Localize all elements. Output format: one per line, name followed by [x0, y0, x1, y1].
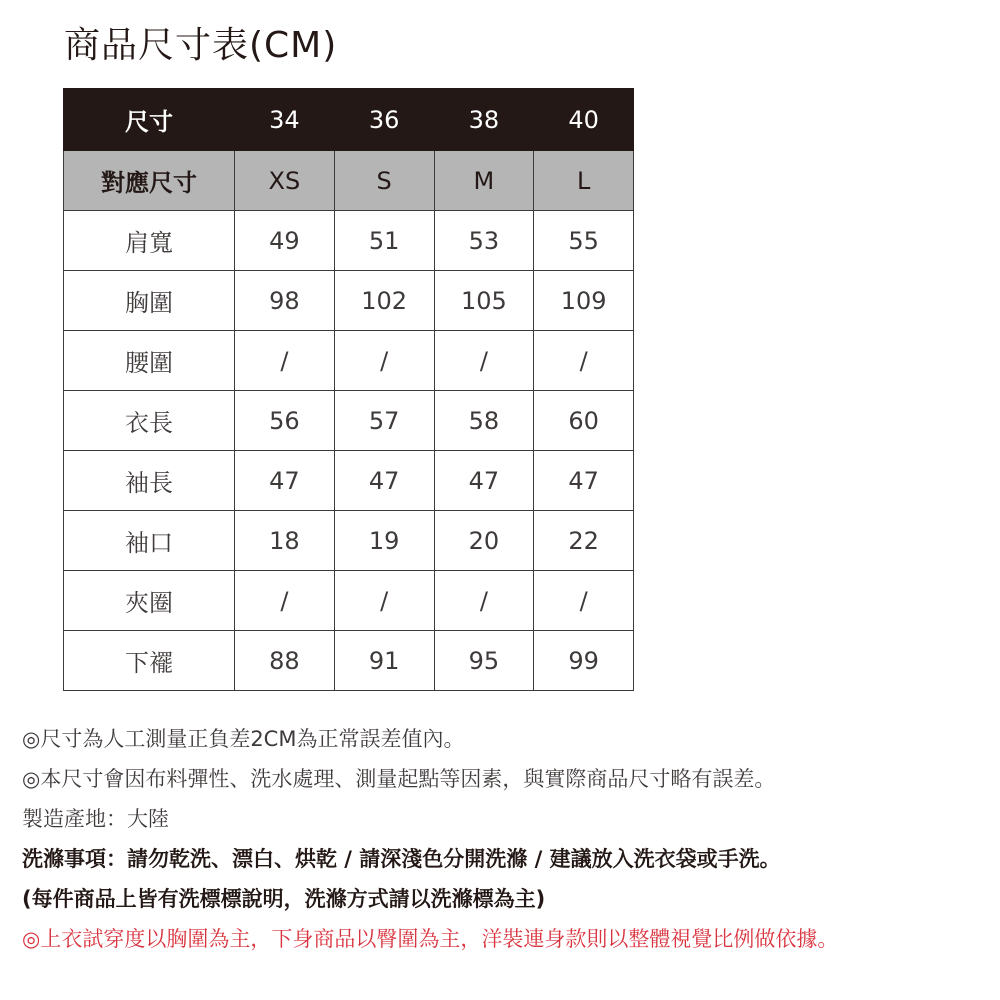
table-cell: 88 [235, 631, 335, 691]
header-cell: 38 [434, 89, 534, 151]
equivalent-cell: M [434, 151, 534, 211]
header-cell: 34 [235, 89, 335, 151]
notes-section [22, 722, 992, 962]
table-cell: 47 [235, 451, 335, 511]
table-cell: / [534, 331, 634, 391]
equivalent-cell: 對應尺寸 [64, 151, 235, 211]
table-cell: 49 [235, 211, 335, 271]
measurement-error-note: ◎尺寸為人工測量正負差2CM為正常誤差值內。 [22, 727, 465, 751]
table-row [64, 271, 634, 331]
table-cell: 99 [534, 631, 634, 691]
measure-label: 袖長 [64, 451, 235, 511]
equivalent-cell: S [334, 151, 434, 211]
size-table [63, 88, 634, 691]
table-cell: 18 [235, 511, 335, 571]
origin-note: 製造產地：大陸 [22, 807, 169, 831]
table-cell: / [334, 571, 434, 631]
table-cell: 19 [334, 511, 434, 571]
header-cell: 36 [334, 89, 434, 151]
washing-instructions: 洗滌事項：請勿乾洗、漂白、烘乾 / 請深淺色分開洗滌 / 建議放入洗衣袋或手洗。 [22, 847, 781, 871]
table-cell: 22 [534, 511, 634, 571]
table-cell: 55 [534, 211, 634, 271]
table-row [64, 211, 634, 271]
table-cell: / [534, 571, 634, 631]
table-cell: / [235, 571, 335, 631]
header-cell: 40 [534, 89, 634, 151]
table-cell: 109 [534, 271, 634, 331]
measure-label: 衣長 [64, 391, 235, 451]
table-cell: 47 [434, 451, 534, 511]
equivalent-size-row [64, 151, 634, 211]
equivalent-cell: L [534, 151, 634, 211]
table-cell: 58 [434, 391, 534, 451]
table-cell: 105 [434, 271, 534, 331]
table-cell: 47 [534, 451, 634, 511]
page-title: 商品尺寸表(CM) [64, 25, 338, 66]
table-row [64, 571, 634, 631]
table-row [64, 511, 634, 571]
table-cell: / [434, 331, 534, 391]
table-row [64, 631, 634, 691]
measure-label: 下襬 [64, 631, 235, 691]
table-cell: 53 [434, 211, 534, 271]
table-cell: 57 [334, 391, 434, 451]
measure-label: 夾圈 [64, 571, 235, 631]
table-cell: 47 [334, 451, 434, 511]
table-cell: / [334, 331, 434, 391]
table-cell: 95 [434, 631, 534, 691]
measure-label: 肩寬 [64, 211, 235, 271]
table-row [64, 391, 634, 451]
measure-label: 腰圍 [64, 331, 235, 391]
table-cell: 102 [334, 271, 434, 331]
table-cell: 20 [434, 511, 534, 571]
table-cell: / [235, 331, 335, 391]
measure-label: 胸圍 [64, 271, 235, 331]
fit-guide-note: ◎上衣試穿度以胸圍為主，下身商品以臀圍為主，洋裝連身款則以整體視覺比例做依據。 [22, 927, 839, 951]
table-cell: / [434, 571, 534, 631]
table-cell: 56 [235, 391, 335, 451]
header-cell: 尺寸 [64, 89, 235, 151]
table-cell: 98 [235, 271, 335, 331]
table-row [64, 451, 634, 511]
table-row [64, 331, 634, 391]
table-cell: 51 [334, 211, 434, 271]
table-cell: 91 [334, 631, 434, 691]
washing-label-note: (每件商品上皆有洗標標說明，洗滌方式請以洗滌標為主) [22, 887, 546, 911]
size-variance-note: ◎本尺寸會因布料彈性、洗水處理、測量起點等因素，與實際商品尺寸略有誤差。 [22, 767, 776, 791]
table-cell: 60 [534, 391, 634, 451]
measure-label: 袖口 [64, 511, 235, 571]
size-header-row [64, 89, 634, 151]
equivalent-cell: XS [235, 151, 335, 211]
